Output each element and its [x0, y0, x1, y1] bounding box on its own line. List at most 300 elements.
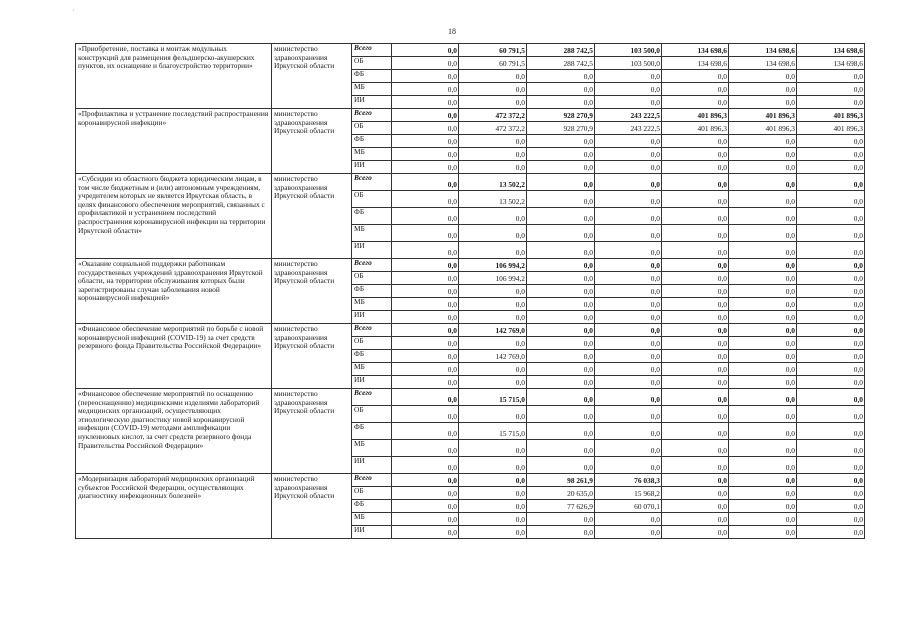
- amount-cell: 0,0: [392, 423, 459, 440]
- amount-cell: 0,0: [662, 406, 729, 423]
- funding-source: ОБ: [352, 57, 392, 70]
- amount-cell: 0,0: [662, 242, 729, 259]
- amount-cell: 0,0: [797, 457, 865, 474]
- amount-cell: 0,0: [459, 376, 527, 389]
- funding-source: Всего: [352, 324, 392, 337]
- amount-cell: 15 715,0: [459, 423, 527, 440]
- amount-cell: 0,0: [392, 376, 459, 389]
- funding-source: МБ: [352, 83, 392, 96]
- amount-cell: 134 698,6: [662, 44, 729, 57]
- amount-cell: 0,0: [595, 259, 662, 272]
- amount-cell: 0,0: [797, 423, 865, 440]
- table-row: [76, 389, 865, 406]
- amount-cell: 0,0: [729, 389, 797, 406]
- amount-cell: 401 896,3: [729, 109, 797, 122]
- amount-cell: 0,0: [392, 122, 459, 135]
- amount-cell: 0,0: [527, 324, 595, 337]
- amount-cell: 0,0: [595, 298, 662, 311]
- amount-cell: 0,0: [797, 208, 865, 225]
- amount-cell: 0,0: [729, 406, 797, 423]
- amount-cell: 0,0: [595, 513, 662, 526]
- amount-cell: 0,0: [662, 350, 729, 363]
- amount-cell: 0,0: [797, 148, 865, 161]
- amount-cell: 0,0: [662, 376, 729, 389]
- amount-cell: 0,0: [729, 363, 797, 376]
- amount-cell: 0,0: [527, 350, 595, 363]
- amount-cell: 0,0: [527, 83, 595, 96]
- amount-cell: 472 372,2: [459, 109, 527, 122]
- amount-cell: 0,0: [459, 487, 527, 500]
- amount-cell: 0,0: [527, 96, 595, 109]
- amount-cell: 0,0: [392, 83, 459, 96]
- amount-cell: 0,0: [662, 272, 729, 285]
- funding-source: ИИ: [352, 457, 392, 474]
- program-name: «Финансовое обеспечение мероприятий по борьбе с новой коронавирусной инфекцией (COVID-19) за счет средств резервного фонда Правительства Российской Федерации»: [76, 324, 272, 389]
- funding-source: ОБ: [352, 122, 392, 135]
- amount-cell: 0,0: [392, 457, 459, 474]
- amount-cell: 0,0: [595, 96, 662, 109]
- funding-source: ОБ: [352, 487, 392, 500]
- amount-cell: 0,0: [459, 96, 527, 109]
- amount-cell: 0,0: [595, 389, 662, 406]
- responsible-executor: министерство здравоохранения Иркутской области: [272, 324, 352, 389]
- funding-source: ФБ: [352, 350, 392, 363]
- amount-cell: 0,0: [797, 406, 865, 423]
- amount-cell: 0,0: [527, 242, 595, 259]
- amount-cell: 0,0: [527, 389, 595, 406]
- funding-source: ОБ: [352, 191, 392, 208]
- funding-source: ФБ: [352, 500, 392, 513]
- amount-cell: 0,0: [729, 376, 797, 389]
- amount-cell: 0,0: [392, 285, 459, 298]
- amount-cell: 15 715,0: [459, 389, 527, 406]
- amount-cell: 0,0: [392, 272, 459, 285]
- amount-cell: 0,0: [595, 70, 662, 83]
- amount-cell: 0,0: [392, 44, 459, 57]
- amount-cell: 401 896,3: [797, 109, 865, 122]
- amount-cell: 0,0: [595, 191, 662, 208]
- amount-cell: 0,0: [392, 311, 459, 324]
- table-row: [76, 109, 865, 122]
- amount-cell: 0,0: [595, 83, 662, 96]
- amount-cell: 0,0: [392, 363, 459, 376]
- amount-cell: 0,0: [392, 109, 459, 122]
- amount-cell: 0,0: [459, 161, 527, 174]
- funding-source: ОБ: [352, 337, 392, 350]
- amount-cell: 0,0: [392, 298, 459, 311]
- amount-cell: 0,0: [459, 363, 527, 376]
- amount-cell: 0,0: [729, 191, 797, 208]
- amount-cell: 0,0: [729, 298, 797, 311]
- amount-cell: 0,0: [797, 440, 865, 457]
- amount-cell: 0,0: [662, 423, 729, 440]
- amount-cell: 0,0: [662, 135, 729, 148]
- amount-cell: 0,0: [662, 500, 729, 513]
- amount-cell: 0,0: [392, 474, 459, 487]
- amount-cell: 0,0: [662, 474, 729, 487]
- funding-source: Всего: [352, 109, 392, 122]
- funding-source: МБ: [352, 225, 392, 242]
- amount-cell: 0,0: [392, 324, 459, 337]
- amount-cell: 134 698,6: [797, 44, 865, 57]
- amount-cell: 0,0: [459, 457, 527, 474]
- amount-cell: 60 791,5: [459, 44, 527, 57]
- amount-cell: 0,0: [527, 161, 595, 174]
- amount-cell: 288 742,5: [527, 57, 595, 70]
- amount-cell: 77 626,9: [527, 500, 595, 513]
- amount-cell: 0,0: [459, 225, 527, 242]
- amount-cell: 0,0: [662, 96, 729, 109]
- amount-cell: 0,0: [797, 285, 865, 298]
- amount-cell: 0,0: [662, 298, 729, 311]
- amount-cell: 0,0: [392, 487, 459, 500]
- amount-cell: 0,0: [392, 57, 459, 70]
- funding-source: ИИ: [352, 376, 392, 389]
- amount-cell: 0,0: [392, 191, 459, 208]
- amount-cell: 288 742,5: [527, 44, 595, 57]
- amount-cell: 0,0: [797, 513, 865, 526]
- amount-cell: 0,0: [662, 324, 729, 337]
- amount-cell: 0,0: [729, 208, 797, 225]
- amount-cell: 0,0: [595, 174, 662, 191]
- amount-cell: 103 500,0: [595, 44, 662, 57]
- responsible-executor: министерство здравоохранения Иркутской области: [272, 109, 352, 174]
- amount-cell: 0,0: [662, 457, 729, 474]
- amount-cell: 0,0: [797, 311, 865, 324]
- amount-cell: 0,0: [527, 423, 595, 440]
- funding-source: Всего: [352, 44, 392, 57]
- amount-cell: 13 502,2: [459, 174, 527, 191]
- amount-cell: 0,0: [797, 526, 865, 539]
- amount-cell: 15 968,2: [595, 487, 662, 500]
- amount-cell: 0,0: [729, 285, 797, 298]
- amount-cell: 0,0: [527, 337, 595, 350]
- amount-cell: 0,0: [729, 70, 797, 83]
- amount-cell: 0,0: [392, 208, 459, 225]
- amount-cell: 0,0: [527, 457, 595, 474]
- amount-cell: 0,0: [527, 376, 595, 389]
- amount-cell: 0,0: [392, 406, 459, 423]
- amount-cell: 0,0: [459, 298, 527, 311]
- amount-cell: 0,0: [459, 83, 527, 96]
- amount-cell: 0,0: [729, 96, 797, 109]
- amount-cell: 0,0: [459, 440, 527, 457]
- amount-cell: 0,0: [459, 285, 527, 298]
- amount-cell: 0,0: [459, 406, 527, 423]
- amount-cell: 0,0: [527, 440, 595, 457]
- amount-cell: 0,0: [729, 148, 797, 161]
- funding-source: МБ: [352, 440, 392, 457]
- amount-cell: 60 070,1: [595, 500, 662, 513]
- amount-cell: 0,0: [459, 148, 527, 161]
- funding-source: ИИ: [352, 526, 392, 539]
- amount-cell: 0,0: [797, 363, 865, 376]
- amount-cell: 13 502,2: [459, 191, 527, 208]
- amount-cell: 0,0: [662, 389, 729, 406]
- amount-cell: 0,0: [527, 135, 595, 148]
- amount-cell: 0,0: [729, 161, 797, 174]
- amount-cell: 0,0: [662, 259, 729, 272]
- amount-cell: 76 038,3: [595, 474, 662, 487]
- amount-cell: 0,0: [392, 225, 459, 242]
- amount-cell: 0,0: [662, 225, 729, 242]
- program-name: «Субсидии из областного бюджета юридическим лицам, в том числе бюджетным и (или) автономным учреждениям, учредителем которых не является Иркутская область, в целях финансового обеспечения мероприятий, связанных с профилактикой и устранением последствий распространения коронавирусной инфекции на территории Иркутской области»: [76, 174, 272, 259]
- amount-cell: 0,0: [459, 208, 527, 225]
- amount-cell: 0,0: [729, 513, 797, 526]
- amount-cell: 142 769,0: [459, 324, 527, 337]
- amount-cell: 928 270,9: [527, 109, 595, 122]
- amount-cell: 0,0: [392, 440, 459, 457]
- amount-cell: 0,0: [392, 70, 459, 83]
- program-name: «Оказание социальной поддержки работникам государственных учреждений здравоохранения Иркутской области, на территории обслуживания которых были зарегистрированы случаи заболевания новой коронавирусной инфекцией»: [76, 259, 272, 324]
- amount-cell: 0,0: [459, 70, 527, 83]
- amount-cell: 0,0: [662, 363, 729, 376]
- funding-source: МБ: [352, 513, 392, 526]
- amount-cell: 0,0: [392, 500, 459, 513]
- amount-cell: 134 698,6: [729, 57, 797, 70]
- amount-cell: 0,0: [459, 135, 527, 148]
- amount-cell: 0,0: [729, 311, 797, 324]
- amount-cell: 0,0: [595, 242, 662, 259]
- funding-source: ИИ: [352, 242, 392, 259]
- table-row: [76, 44, 865, 57]
- amount-cell: 0,0: [662, 208, 729, 225]
- amount-cell: 103 500,0: [595, 57, 662, 70]
- amount-cell: 0,0: [595, 363, 662, 376]
- amount-cell: 0,0: [662, 174, 729, 191]
- scan-mark: ·: [72, 6, 75, 15]
- funding-source: ОБ: [352, 406, 392, 423]
- amount-cell: 106 994,2: [459, 272, 527, 285]
- responsible-executor: министерство здравоохранения Иркутской области: [272, 259, 352, 324]
- amount-cell: 0,0: [595, 135, 662, 148]
- amount-cell: 0,0: [595, 285, 662, 298]
- amount-cell: 0,0: [729, 500, 797, 513]
- responsible-executor: министерство здравоохранения Иркутской области: [272, 389, 352, 474]
- amount-cell: 0,0: [527, 191, 595, 208]
- amount-cell: 0,0: [729, 337, 797, 350]
- amount-cell: 0,0: [392, 161, 459, 174]
- amount-cell: 0,0: [595, 311, 662, 324]
- amount-cell: 0,0: [392, 96, 459, 109]
- amount-cell: 142 769,0: [459, 350, 527, 363]
- amount-cell: 0,0: [729, 487, 797, 500]
- amount-cell: 0,0: [729, 272, 797, 285]
- funding-source: Всего: [352, 174, 392, 191]
- amount-cell: 401 896,3: [662, 122, 729, 135]
- amount-cell: 0,0: [729, 242, 797, 259]
- amount-cell: 0,0: [797, 298, 865, 311]
- amount-cell: 0,0: [797, 487, 865, 500]
- amount-cell: 0,0: [662, 148, 729, 161]
- amount-cell: 0,0: [797, 500, 865, 513]
- amount-cell: 0,0: [392, 174, 459, 191]
- table-row: [76, 324, 865, 337]
- amount-cell: 0,0: [595, 406, 662, 423]
- amount-cell: 0,0: [797, 259, 865, 272]
- amount-cell: 0,0: [595, 161, 662, 174]
- amount-cell: 0,0: [662, 161, 729, 174]
- amount-cell: 0,0: [729, 225, 797, 242]
- table-row: [76, 259, 865, 272]
- amount-cell: 0,0: [595, 208, 662, 225]
- amount-cell: 0,0: [595, 324, 662, 337]
- amount-cell: 0,0: [797, 474, 865, 487]
- table-row: [76, 174, 865, 191]
- amount-cell: 0,0: [527, 272, 595, 285]
- amount-cell: 0,0: [662, 337, 729, 350]
- budget-table: [75, 43, 865, 539]
- responsible-executor: министерство здравоохранения Иркутской области: [272, 44, 352, 109]
- amount-cell: 0,0: [459, 474, 527, 487]
- amount-cell: 0,0: [392, 148, 459, 161]
- funding-source: ФБ: [352, 285, 392, 298]
- amount-cell: 0,0: [392, 242, 459, 259]
- amount-cell: 243 222,5: [595, 122, 662, 135]
- amount-cell: 401 896,3: [797, 122, 865, 135]
- amount-cell: 0,0: [527, 526, 595, 539]
- amount-cell: 0,0: [729, 259, 797, 272]
- amount-cell: 0,0: [392, 526, 459, 539]
- amount-cell: 0,0: [595, 225, 662, 242]
- amount-cell: 0,0: [595, 440, 662, 457]
- amount-cell: 0,0: [662, 70, 729, 83]
- amount-cell: 0,0: [662, 191, 729, 208]
- amount-cell: 0,0: [527, 406, 595, 423]
- amount-cell: 0,0: [797, 70, 865, 83]
- amount-cell: 0,0: [729, 135, 797, 148]
- amount-cell: 0,0: [392, 259, 459, 272]
- amount-cell: 0,0: [729, 440, 797, 457]
- amount-cell: 0,0: [797, 225, 865, 242]
- amount-cell: 134 698,6: [662, 57, 729, 70]
- funding-source: ФБ: [352, 208, 392, 225]
- amount-cell: 0,0: [459, 513, 527, 526]
- amount-cell: 0,0: [662, 526, 729, 539]
- amount-cell: 0,0: [595, 457, 662, 474]
- funding-source: ФБ: [352, 135, 392, 148]
- amount-cell: 472 372,2: [459, 122, 527, 135]
- amount-cell: 401 896,3: [729, 122, 797, 135]
- amount-cell: 0,0: [459, 500, 527, 513]
- program-name: «Модернизация лабораторий медицинских организаций субъектов Российской Федерации, осуществляющих диагностику инфекционных болезней»: [76, 474, 272, 539]
- amount-cell: 0,0: [797, 96, 865, 109]
- program-name: «Приобретение, поставка и монтаж модульных конструкций для размещения фельдшерско-акушерских пунктов, их оснащение и благоустройство территории»: [76, 44, 272, 109]
- funding-source: МБ: [352, 298, 392, 311]
- amount-cell: 0,0: [392, 389, 459, 406]
- amount-cell: 0,0: [527, 225, 595, 242]
- amount-cell: 60 791,5: [459, 57, 527, 70]
- amount-cell: 106 994,2: [459, 259, 527, 272]
- amount-cell: 0,0: [662, 440, 729, 457]
- responsible-executor: министерство здравоохранения Иркутской области: [272, 174, 352, 259]
- amount-cell: 0,0: [662, 513, 729, 526]
- amount-cell: 0,0: [392, 513, 459, 526]
- amount-cell: 0,0: [729, 423, 797, 440]
- funding-source: МБ: [352, 148, 392, 161]
- amount-cell: 0,0: [527, 208, 595, 225]
- amount-cell: 0,0: [527, 174, 595, 191]
- amount-cell: 0,0: [595, 423, 662, 440]
- amount-cell: 0,0: [729, 350, 797, 363]
- funding-source: ИИ: [352, 96, 392, 109]
- program-name: «Финансовое обеспечение мероприятий по оснащению (переоснащению) медицинскими изделиями лабораторий медицинских организаций, осуществляющих этиологическую диагностику новой коронавирусной инфекции (COVID-19) методами амплификации нуклеиновых кислот, за счет средств резервного фонда Правительства Российской Федерации»: [76, 389, 272, 474]
- amount-cell: 0,0: [595, 272, 662, 285]
- amount-cell: 0,0: [797, 191, 865, 208]
- funding-source: Всего: [352, 389, 392, 406]
- amount-cell: 0,0: [527, 298, 595, 311]
- amount-cell: 0,0: [797, 272, 865, 285]
- amount-cell: 0,0: [392, 350, 459, 363]
- amount-cell: 0,0: [729, 174, 797, 191]
- amount-cell: 0,0: [729, 457, 797, 474]
- amount-cell: 0,0: [797, 350, 865, 363]
- funding-source: МБ: [352, 363, 392, 376]
- amount-cell: 0,0: [459, 311, 527, 324]
- amount-cell: 0,0: [527, 285, 595, 298]
- amount-cell: 0,0: [595, 376, 662, 389]
- amount-cell: 0,0: [662, 285, 729, 298]
- funding-source: ОБ: [352, 272, 392, 285]
- amount-cell: 0,0: [527, 363, 595, 376]
- amount-cell: 20 635,0: [527, 487, 595, 500]
- funding-source: ИИ: [352, 161, 392, 174]
- amount-cell: 0,0: [729, 324, 797, 337]
- table-row: [76, 474, 865, 487]
- funding-source: ИИ: [352, 311, 392, 324]
- amount-cell: 0,0: [595, 350, 662, 363]
- program-name: «Профилактика и устранение последствий распространения коронавирусной инфекции»: [76, 109, 272, 174]
- amount-cell: 0,0: [729, 526, 797, 539]
- amount-cell: 0,0: [527, 70, 595, 83]
- amount-cell: 0,0: [729, 474, 797, 487]
- amount-cell: 243 222,5: [595, 109, 662, 122]
- amount-cell: 0,0: [527, 148, 595, 161]
- amount-cell: 0,0: [797, 376, 865, 389]
- amount-cell: 0,0: [459, 337, 527, 350]
- amount-cell: 0,0: [392, 337, 459, 350]
- amount-cell: 0,0: [662, 83, 729, 96]
- amount-cell: 0,0: [595, 526, 662, 539]
- amount-cell: 0,0: [459, 526, 527, 539]
- page-number: 18: [448, 27, 456, 36]
- funding-source: ФБ: [352, 70, 392, 83]
- amount-cell: 0,0: [797, 337, 865, 350]
- funding-source: Всего: [352, 259, 392, 272]
- amount-cell: 0,0: [527, 513, 595, 526]
- amount-cell: 0,0: [595, 148, 662, 161]
- amount-cell: 0,0: [797, 161, 865, 174]
- amount-cell: 0,0: [797, 242, 865, 259]
- amount-cell: 0,0: [392, 135, 459, 148]
- amount-cell: 0,0: [797, 324, 865, 337]
- amount-cell: 0,0: [729, 83, 797, 96]
- amount-cell: 0,0: [662, 311, 729, 324]
- amount-cell: 0,0: [797, 83, 865, 96]
- responsible-executor: министерство здравоохранения Иркутской области: [272, 474, 352, 539]
- amount-cell: 401 896,3: [662, 109, 729, 122]
- amount-cell: 928 270,9: [527, 122, 595, 135]
- amount-cell: 0,0: [527, 311, 595, 324]
- amount-cell: 0,0: [595, 337, 662, 350]
- funding-source: Всего: [352, 474, 392, 487]
- amount-cell: 134 698,6: [797, 57, 865, 70]
- amount-cell: 0,0: [662, 487, 729, 500]
- amount-cell: 134 698,6: [729, 44, 797, 57]
- amount-cell: 0,0: [797, 174, 865, 191]
- amount-cell: 0,0: [797, 389, 865, 406]
- amount-cell: 98 261,9: [527, 474, 595, 487]
